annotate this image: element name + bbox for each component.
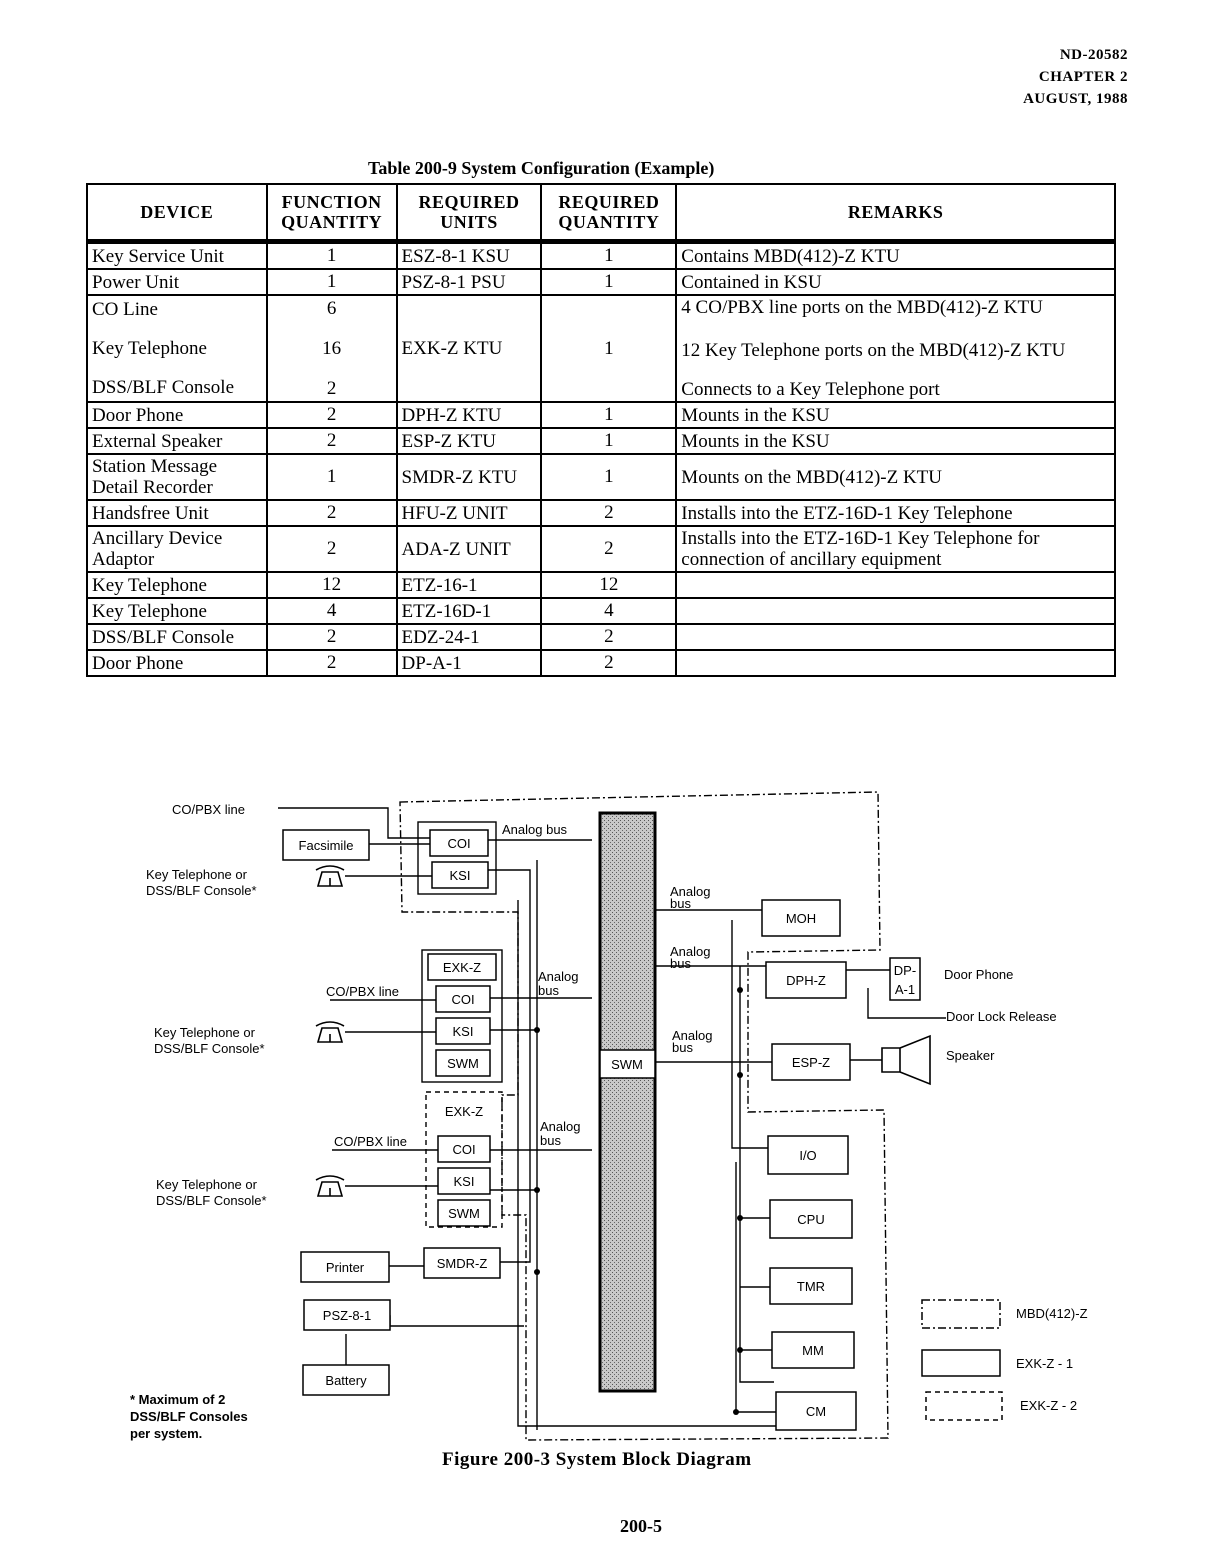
cell-required-units: SMDR-Z KTU — [397, 454, 542, 500]
cell-remarks — [676, 454, 1115, 500]
col-header-required-units: REQUIRED UNITS — [397, 184, 542, 242]
bus-label-d: bus — [670, 956, 691, 971]
cell-remarks-line: Mounts in the KSU — [681, 430, 830, 452]
key-tel-label-1b: DSS/BLF Console* — [146, 883, 257, 898]
espz-label: ESP-Z — [791, 1055, 831, 1070]
table-row — [87, 572, 1115, 598]
cell-function-quantity-line: 2 — [326, 538, 337, 559]
cell-device — [87, 428, 267, 454]
system-bus-bar — [600, 813, 655, 1391]
cell-required-quantity: 2 — [541, 624, 676, 650]
col-header-function-quantity: FUNCTION QUANTITY — [267, 184, 397, 242]
cell-device-line: Handsfree Unit — [92, 502, 209, 524]
cell-remarks-line: 12 Key Telephone ports on the MBD(412)-Z KTU — [681, 340, 1066, 361]
cell-remarks — [676, 526, 1115, 572]
cell-device — [87, 572, 267, 598]
cell-required-quantity: 1 — [541, 402, 676, 428]
footnote-line-1: * Maximum of 2 — [130, 1392, 226, 1407]
system-block-diagram — [0, 780, 1221, 1450]
col-header-device: DEVICE — [87, 184, 267, 242]
key-tel-label-2b: DSS/BLF Console* — [154, 1041, 265, 1056]
cell-remarks — [676, 242, 1115, 270]
telephone-icon-1 — [316, 866, 344, 886]
cell-remarks — [676, 269, 1115, 295]
analog-label-a: Analog — [538, 969, 579, 984]
cell-function-quantity-line: 2 — [326, 626, 337, 647]
cell-device — [87, 598, 267, 624]
cell-function-quantity-line: 12 — [322, 574, 342, 595]
cell-remarks-line: Installs into the ETZ-16D-1 Key Telephone — [681, 502, 1013, 524]
table-row — [87, 295, 1115, 402]
page-header — [1023, 44, 1128, 110]
co-pbx-line-label-3: CO/PBX line — [334, 1134, 407, 1149]
cell-remarks-line: Contained in KSU — [681, 271, 822, 293]
analog-label-e: Analog — [672, 1028, 713, 1043]
cell-device-line: DSS/BLF Console — [92, 626, 235, 648]
table-caption: Table 200-9 System Configuration (Example) — [368, 158, 715, 178]
cell-remarks-line: Installs into the ETZ-16D-1 Key Telephone for connection of ancillary equipment — [681, 528, 1040, 570]
bus-label-b: bus — [540, 1133, 561, 1148]
cell-function-quantity — [267, 500, 397, 526]
figure-caption: Figure 200-3 System Block Diagram — [442, 1449, 752, 1470]
cell-function-quantity-line: 2 — [326, 430, 337, 451]
cell-function-quantity-line: 2 — [326, 652, 337, 673]
moh-label: MOH — [785, 911, 817, 926]
cell-function-quantity-line: 16 — [322, 337, 342, 359]
chapter: CHAPTER 2 — [1038, 69, 1128, 85]
co-pbx-line-label-1: CO/PBX line — [172, 802, 245, 817]
cell-remarks — [676, 500, 1115, 526]
cell-device-line: Station Message Detail Recorder — [92, 456, 218, 498]
cell-remarks-line: 4 CO/PBX line ports on the MBD(412)-Z KTU — [681, 297, 1043, 318]
battery-label: Battery — [325, 1373, 367, 1388]
cell-device-line: Key Telephone — [92, 338, 207, 359]
cell-device-line: External Speaker — [92, 430, 223, 452]
ksi-label-1: KSI — [449, 868, 471, 883]
cell-required-units: ETZ-16-1 — [397, 572, 542, 598]
cell-remarks — [676, 295, 1115, 402]
table-row — [87, 242, 1115, 270]
legend-exk1-swatch — [922, 1350, 1000, 1376]
cell-required-quantity: 1 — [541, 295, 676, 402]
table-header-row — [87, 184, 1115, 242]
cell-required-quantity: 1 — [541, 428, 676, 454]
cell-required-units: ESP-Z KTU — [397, 428, 542, 454]
dphz-label: DPH-Z — [786, 973, 826, 988]
cell-remarks-line: Mounts on the MBD(412)-Z KTU — [681, 466, 942, 488]
cell-remarks — [676, 650, 1115, 676]
coi-label-3: COI — [452, 1142, 476, 1157]
analog-label-d: Analog — [670, 944, 711, 959]
cell-function-quantity — [267, 598, 397, 624]
key-tel-label-3b: DSS/BLF Console* — [156, 1193, 267, 1208]
cell-required-quantity: 4 — [541, 598, 676, 624]
cell-device-line: DSS/BLF Console — [92, 377, 235, 398]
cell-required-quantity: 12 — [541, 572, 676, 598]
system-configuration-table — [86, 183, 1116, 677]
table-row — [87, 269, 1115, 295]
cell-function-quantity — [267, 242, 397, 270]
cell-device — [87, 500, 267, 526]
cell-remarks-line: Connects to a Key Telephone port — [681, 379, 940, 400]
cm-label: CM — [805, 1404, 827, 1419]
cell-function-quantity — [267, 402, 397, 428]
table-row — [87, 428, 1115, 454]
exkz1-label: EXK-Z — [442, 960, 482, 975]
ksi-label-2: KSI — [452, 1024, 474, 1039]
cell-function-quantity — [267, 295, 397, 402]
psz81-label: PSZ-8-1 — [322, 1308, 372, 1323]
cell-device-line: CO Line — [92, 299, 158, 320]
cell-required-units: DPH-Z KTU — [397, 402, 542, 428]
cell-device-line: Key Telephone — [92, 574, 207, 596]
mm-label: MM — [802, 1343, 824, 1358]
cell-remarks — [676, 428, 1115, 454]
printer-label: Printer — [325, 1260, 365, 1275]
door-lock-label: Door Lock Release — [946, 1009, 1057, 1024]
cell-remarks — [676, 624, 1115, 650]
cell-device — [87, 454, 267, 500]
cell-function-quantity-line: 1 — [326, 245, 337, 266]
cell-function-quantity-line: 2 — [326, 404, 337, 425]
table-row — [87, 598, 1115, 624]
dpa1-label-2: A-1 — [894, 982, 916, 997]
legend-exk1-label: EXK-Z - 1 — [1016, 1356, 1074, 1371]
key-tel-label-2a: Key Telephone or — [154, 1025, 255, 1040]
cell-required-units: HFU-Z UNIT — [397, 500, 542, 526]
facsimile-label: Facsimile — [298, 838, 354, 853]
co-pbx-line-label-2: CO/PBX line — [326, 984, 399, 999]
cell-remarks — [676, 402, 1115, 428]
cell-remarks — [676, 572, 1115, 598]
cell-required-quantity: 2 — [541, 650, 676, 676]
key-tel-label-3a: Key Telephone or — [156, 1177, 257, 1192]
tmr-label: TMR — [796, 1279, 826, 1294]
smdrz-label: SMDR-Z — [436, 1256, 488, 1271]
telephone-icon-3 — [316, 1176, 344, 1196]
cell-device — [87, 242, 267, 270]
door-phone-label: Door Phone — [944, 967, 1014, 982]
cell-function-quantity — [267, 428, 397, 454]
cell-device — [87, 269, 267, 295]
cell-required-units: DP-A-1 — [397, 650, 542, 676]
table-row — [87, 454, 1115, 500]
cell-remarks — [676, 598, 1115, 624]
table-row — [87, 402, 1115, 428]
cell-function-quantity — [267, 526, 397, 572]
cell-required-quantity: 1 — [541, 454, 676, 500]
cell-function-quantity-line: 6 — [326, 297, 337, 319]
ksi-label-3: KSI — [453, 1174, 475, 1189]
col-header-remarks: REMARKS — [676, 184, 1115, 242]
legend-exk2-swatch — [926, 1392, 1002, 1420]
cell-required-units: ESZ-8-1 KSU — [397, 242, 542, 270]
cell-device — [87, 295, 267, 402]
cell-required-quantity: 1 — [541, 269, 676, 295]
cell-function-quantity-line: 1 — [326, 271, 337, 292]
telephone-icon-2 — [316, 1022, 344, 1042]
cell-device — [87, 624, 267, 650]
table-row — [87, 526, 1115, 572]
cell-device — [87, 526, 267, 572]
cell-required-quantity: 2 — [541, 526, 676, 572]
legend-mbd-label: MBD(412)-Z — [1016, 1306, 1088, 1321]
cell-device-line: Door Phone — [92, 404, 184, 426]
table-row — [87, 624, 1115, 650]
bus-label-e: bus — [672, 1040, 693, 1055]
cell-required-units: ETZ-16D-1 — [397, 598, 542, 624]
footnote-line-3: per system. — [130, 1426, 203, 1441]
dpa1-label-1: DP- — [893, 963, 917, 978]
doc-number: ND-20582 — [1059, 47, 1128, 63]
cell-required-units: ADA-Z UNIT — [397, 526, 542, 572]
cell-device — [87, 650, 267, 676]
col-header-required-quantity: REQUIRED QUANTITY — [541, 184, 676, 242]
analog-label-c: Analog — [670, 884, 711, 899]
bus-swm-label: SWM — [611, 1057, 643, 1072]
coi-label-1: COI — [447, 836, 471, 851]
cell-function-quantity-line: 2 — [326, 377, 337, 399]
coi-label-2: COI — [451, 992, 475, 1007]
cell-device — [87, 402, 267, 428]
speaker-label: Speaker — [946, 1048, 995, 1063]
cell-required-quantity: 1 — [541, 242, 676, 270]
page-number: 200-5 — [620, 1516, 662, 1536]
cell-device-line: Power Unit — [92, 271, 180, 293]
cell-remarks-line: Contains MBD(412)-Z KTU — [681, 245, 900, 267]
swm-label-3: SWM — [448, 1206, 480, 1221]
key-tel-label-1a: Key Telephone or — [146, 867, 247, 882]
cell-required-units: PSZ-8-1 PSU — [397, 269, 542, 295]
analog-label-b: Analog — [540, 1119, 581, 1134]
table-row — [87, 500, 1115, 526]
cell-required-quantity: 2 — [541, 500, 676, 526]
analog-bus-label-top: Analog bus — [502, 822, 568, 837]
legend-exk2-label: EXK-Z - 2 — [1020, 1398, 1078, 1413]
cell-required-units: EDZ-24-1 — [397, 624, 542, 650]
cell-function-quantity — [267, 454, 397, 500]
speaker-icon — [882, 1036, 930, 1084]
bus-label-a: bus — [538, 983, 559, 998]
cell-function-quantity — [267, 624, 397, 650]
cell-device-line: Key Service Unit — [92, 245, 224, 267]
swm-label-2: SWM — [447, 1056, 479, 1071]
cell-function-quantity — [267, 650, 397, 676]
cell-function-quantity-line: 4 — [326, 600, 337, 621]
cell-device-line: Door Phone — [92, 652, 184, 674]
cell-device-line: Key Telephone — [92, 600, 207, 622]
cell-required-units: EXK-Z KTU — [397, 295, 542, 402]
bus-label-c: bus — [670, 896, 691, 911]
io-label: I/O — [799, 1148, 817, 1163]
cell-function-quantity — [267, 269, 397, 295]
table-row — [87, 650, 1115, 676]
legend-mbd-swatch — [922, 1300, 1000, 1328]
cell-device-line: Ancillary Device Adaptor — [92, 528, 223, 570]
footnote-line-2: DSS/BLF Consoles — [130, 1409, 248, 1424]
exkz2-label: EXK-Z — [444, 1104, 484, 1119]
cell-function-quantity-line: 1 — [326, 466, 337, 487]
cell-function-quantity — [267, 572, 397, 598]
date: AUGUST, 1988 — [1023, 91, 1128, 107]
cell-remarks-line: Mounts in the KSU — [681, 404, 830, 426]
cpu-label: CPU — [797, 1212, 825, 1227]
cell-function-quantity-line: 2 — [326, 502, 337, 523]
